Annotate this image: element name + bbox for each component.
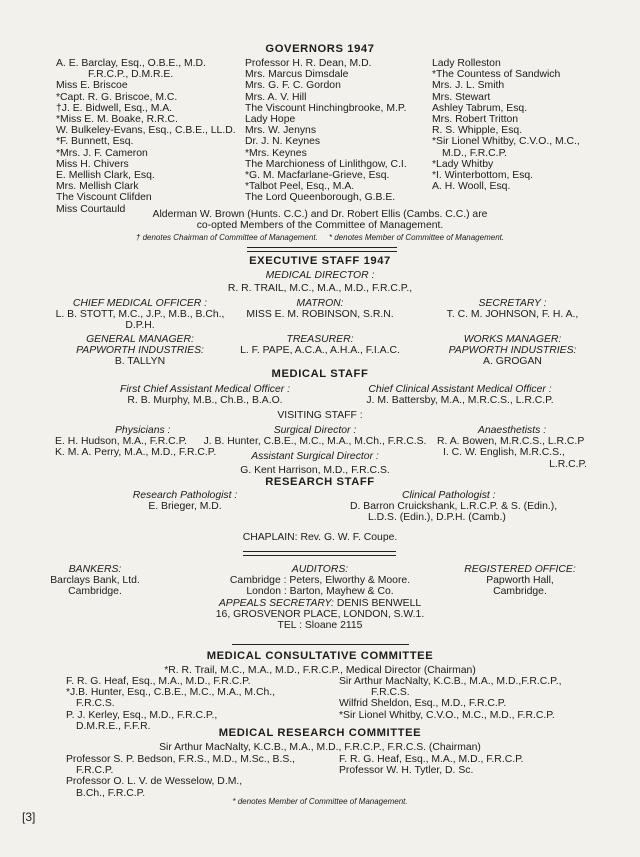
rp-name: E. Brieger, M.D.: [148, 501, 222, 513]
governor: A. H. Wooll, Esq.: [432, 181, 511, 193]
governor: *I. Winterbottom, Esq.: [432, 170, 534, 182]
office-line: Papworth Hall,: [486, 575, 554, 587]
governor: Miss H. Chivers: [56, 158, 129, 170]
governors-footnote: † denotes Chairman of Committee of Management. * denotes Member of Committee of Management.: [135, 233, 505, 242]
member: B.Ch., F.R.C.P.: [76, 787, 146, 799]
member: D.M.R.E., F.F.R.: [76, 720, 151, 732]
auditors-line: London : Barton, Mayhew & Co.: [246, 586, 394, 598]
governor: M.D., F.R.C.P.: [442, 147, 508, 159]
auditors-line: Cambridge : Peters, Elworthy & Moore.: [229, 575, 411, 587]
governor: Mrs. Stewart: [432, 91, 491, 103]
governors-col2: [245, 58, 407, 204]
governor: Ashley Tabrum, Esq.: [432, 102, 528, 114]
member: Sir Arthur MacNalty, K.C.B., M.A., M.D.,F.R.C.P.,: [339, 676, 562, 687]
coopted-line: Alderman W. Brown (Hunts. C.C.) and Dr. Robert Ellis (Cambs. C.C.) are: [152, 209, 488, 220]
office-title: REGISTERED OFFICE:: [464, 564, 576, 575]
bankers-line: Barclays Bank, Ltd.: [50, 575, 140, 587]
secretary-name: T. C. M. JOHNSON, F. H. A.,: [446, 309, 579, 321]
governor: Mrs. W. Jenyns: [245, 125, 317, 137]
governor: *F. Bunnett, Esq.: [56, 136, 134, 148]
research-committee-heading: MEDICAL RESEARCH COMMITTEE: [218, 727, 422, 739]
matron-title: MATRON:: [296, 298, 344, 309]
governor: Mrs. A. V. Hill: [245, 91, 307, 103]
asst-surgical-name: G. Kent Harrison, M.D., F.R.C.S.: [240, 464, 390, 476]
governor: *Mrs. J. F. Cameron: [56, 147, 148, 159]
matron-block: [240, 298, 400, 320]
secretary-block: [420, 298, 605, 320]
bankers-title: BANKERS:: [68, 564, 122, 575]
consultative-left: [66, 676, 275, 732]
governor: Professor H. R. Dean, M.D.: [245, 58, 372, 69]
physician: E. H. Hudson, M.A., F.R.C.P.: [55, 436, 188, 448]
surgical-block: [200, 425, 430, 476]
member: Wilfrid Sheldon, Esq., M.D., F.R.C.P.: [339, 698, 507, 710]
governor: *Miss E. M. Boake, R.R.C.: [56, 114, 178, 126]
research-heading: RESEARCH STAFF: [265, 476, 375, 488]
governor: †J. E. Bidwell, Esq., M.A.: [56, 102, 173, 114]
member: Professor W. H. Tytler, D. Sc.: [339, 765, 474, 777]
physician: K. M. A. Perry, M.A., M.D., F.R.C.P.: [55, 447, 217, 459]
asst-surgical-title: Assistant Surgical Director :: [251, 451, 379, 463]
ccamo-block: [340, 384, 580, 406]
governor: The Lord Queenborough, G.B.E.: [245, 192, 396, 204]
bankers-block: [40, 564, 150, 598]
anaesthetists-block: [437, 425, 587, 470]
governor: *G. M. Macfarlane-Grieve, Esq.: [245, 170, 390, 182]
governor: *Capt. R. G. Briscoe, M.C.: [56, 91, 178, 103]
medical-director-title: MEDICAL DIRECTOR :: [265, 270, 375, 281]
governor: Miss Courtauld: [56, 203, 126, 215]
governors-col1: [56, 58, 236, 215]
appeals-title: APPEALS SECRETARY:: [218, 597, 334, 609]
page-number: [3]: [22, 810, 36, 824]
office-line: Cambridge.: [493, 586, 547, 598]
governor: W. Bulkeley-Evans, Esq., C.B.E., LL.D.: [56, 125, 236, 137]
governor: *Sir Lionel Whitby, C.V.O., M.C.,: [432, 136, 580, 148]
governor: The Viscount Clifden: [56, 192, 152, 204]
research-committee-left: [66, 754, 295, 799]
bankers-line: Cambridge.: [68, 586, 122, 598]
member: Professor O. L. V. de Wesselow, D.M.,: [66, 776, 243, 788]
wm-name: A. GROGAN: [483, 356, 542, 368]
governor: Dr. J. N. Keynes: [245, 136, 321, 148]
member: *Sir Lionel Whitby, C.V.O., M.C., M.D., F.R.C.P.: [339, 709, 555, 721]
governor: Miss E. Briscoe: [56, 80, 128, 92]
member: P. J. Kerley, Esq., M.D., F.R.C.P.,: [66, 709, 218, 721]
governor: Mrs. G. F. C. Gordon: [245, 80, 341, 92]
clinical-pathologist-block: [350, 490, 557, 524]
governor: The Marchioness of Linlithgow, C.I.: [245, 158, 407, 170]
cp-line: D. Barron Cruickshank, L.R.C.P. & S. (Edin.),: [350, 501, 558, 513]
telephone: TEL : Sloane 2115: [277, 620, 363, 632]
surgical-title: Surgical Director :: [273, 425, 357, 436]
physicians-title: Physicians :: [115, 425, 171, 436]
member: F.R.C.P.: [76, 765, 114, 777]
cp-title: Clinical Pathologist :: [402, 490, 496, 501]
address: 16, GROSVENOR PLACE, LONDON, S.W.1.: [215, 608, 425, 620]
governor: Mrs. J. L. Smith: [432, 80, 505, 92]
consultative-chair: *R. R. Trail, M.C., M.A., M.D., F.R.C.P., Medical Director (Chairman): [164, 665, 476, 676]
cmo-line: D.P.H.: [125, 320, 155, 332]
governors-heading: GOVERNORS 1947: [265, 43, 375, 55]
governors-col3: [432, 58, 580, 192]
anaesthetist: L.R.C.P.: [549, 458, 587, 470]
matron-name: MISS E. M. ROBINSON, S.R.N.: [246, 309, 394, 321]
medical-director: R. R. TRAIL, M.C., M.A., M.D., F.R.C.P.,: [227, 283, 413, 294]
research-committee-right: [339, 754, 524, 776]
consultative-right: [339, 676, 561, 721]
appeals-name: DENIS BENWELL: [336, 597, 422, 609]
gm-title: GENERAL MANAGER:: [86, 334, 194, 345]
anaesthetist: I. C. W. English, M.R.C.S.,: [443, 447, 565, 459]
consultative-heading: MEDICAL CONSULTATIVE COMMITTEE: [206, 650, 434, 662]
surgical-name: J. B. Hunter, C.B.E., M.C., M.A., M.Ch., F.R.C.S.: [203, 436, 427, 448]
governor: R. S. Whipple, Esq.: [432, 125, 523, 137]
governor: *Mrs. Keynes: [245, 147, 307, 159]
research-pathologist-block: [110, 490, 260, 512]
governor: *The Countess of Sandwich: [432, 69, 561, 81]
member: F.R.C.S.: [76, 698, 115, 710]
auditors-title: AUDITORS:: [291, 564, 349, 575]
wm-block: [420, 334, 605, 368]
divider: [243, 551, 396, 556]
coopted-note: [0, 209, 640, 231]
research-committee-chair: Sir Arthur MacNalty, K.C.B., M.A., M.D., F.R.C.P., F.R.C.S. (Chairman): [159, 742, 481, 753]
visiting-staff: VISITING STAFF :: [277, 410, 363, 421]
ccamo-title: Chief Clinical Assistant Medical Officer :: [368, 384, 552, 395]
ccamo-name: J. M. Battersby, M.A., M.R.C.S., L.R.C.P.: [366, 395, 554, 407]
auditors-block: [200, 564, 440, 631]
cmo-title: CHIEF MEDICAL OFFICER :: [72, 298, 208, 309]
governor: E. Mellish Clark, Esq.: [56, 170, 155, 182]
member: F. R. G. Heaf, Esq., M.A., M.D., F.R.C.P.: [66, 676, 251, 687]
governor: A. E. Barclay, Esq., O.B.E., M.D.: [56, 58, 206, 69]
executive-heading: EXECUTIVE STAFF 1947: [249, 255, 391, 267]
fcamo-block: [90, 384, 320, 406]
treasurer-name: L. F. PAPE, A.C.A., A.H.A., F.I.A.C.: [240, 345, 400, 357]
gm-title: PAPWORTH INDUSTRIES:: [76, 345, 204, 357]
gm-block: [50, 334, 230, 368]
cp-line: L.D.S. (Edin.), D.P.H. (Camb.): [368, 512, 506, 524]
office-block: [450, 564, 590, 598]
governor: The Viscount Hinchingbrooke, M.P.: [245, 102, 407, 114]
governor: Mrs. Mellish Clark: [56, 181, 139, 193]
member: *J.B. Hunter, Esq., C.B.E., M.C., M.A., M.Ch.,: [66, 687, 276, 699]
gm-name: B. TALLYN: [114, 356, 166, 368]
governor: Lady Hope: [245, 114, 296, 126]
wm-title: WORKS MANAGER:: [463, 334, 562, 345]
coopted-line: co-opted Members of the Committee of Management.: [196, 220, 444, 232]
governor: *Lady Whitby: [432, 158, 494, 170]
research-committee-footnote: * denotes Member of Committee of Management.: [232, 797, 408, 806]
cmo-block: [50, 298, 230, 332]
anaesthetist: R. A. Bowen, M.R.C.S., L.R.C.P: [437, 436, 585, 448]
appeals-line: [200, 598, 440, 609]
divider: [232, 644, 409, 645]
member: Professor S. P. Bedson, F.R.S., M.D., M.Sc., B.S.,: [66, 754, 296, 765]
treasurer-title: TREASURER:: [286, 334, 354, 345]
chaplain: CHAPLAIN: Rev. G. W. F. Coupe.: [242, 532, 398, 543]
divider: [247, 247, 397, 252]
treasurer-block: [225, 334, 415, 356]
governor: *Talbot Peel, Esq., M.A.: [245, 181, 355, 193]
member: F. R. G. Heaf, Esq., M.A., M.D., F.R.C.P.: [339, 754, 524, 765]
governor: Lady Rolleston: [432, 58, 501, 69]
fcamo-name: R. B. Murphy, M.B., Ch.B., B.A.O.: [127, 395, 283, 407]
governor: Mrs. Robert Tritton: [432, 114, 519, 126]
anaesthetists-title: Anaesthetists :: [477, 425, 547, 436]
rp-title: Research Pathologist :: [132, 490, 238, 501]
cmo-line: L. B. STOTT, M.C., J.P., M.B., B.Ch.,: [55, 309, 225, 321]
member: F.R.C.S.: [371, 687, 410, 699]
medical-heading: MEDICAL STAFF: [271, 368, 369, 380]
secretary-title: SECRETARY :: [478, 298, 547, 309]
wm-title: PAPWORTH INDUSTRIES:: [448, 345, 577, 357]
fcamo-title: First Chief Assistant Medical Officer :: [120, 384, 290, 395]
physicians-block: [55, 425, 216, 459]
governor: Mrs. Marcus Dimsdale: [245, 69, 349, 81]
governor: F.R.C.P., D.M.R.E.: [88, 69, 174, 81]
